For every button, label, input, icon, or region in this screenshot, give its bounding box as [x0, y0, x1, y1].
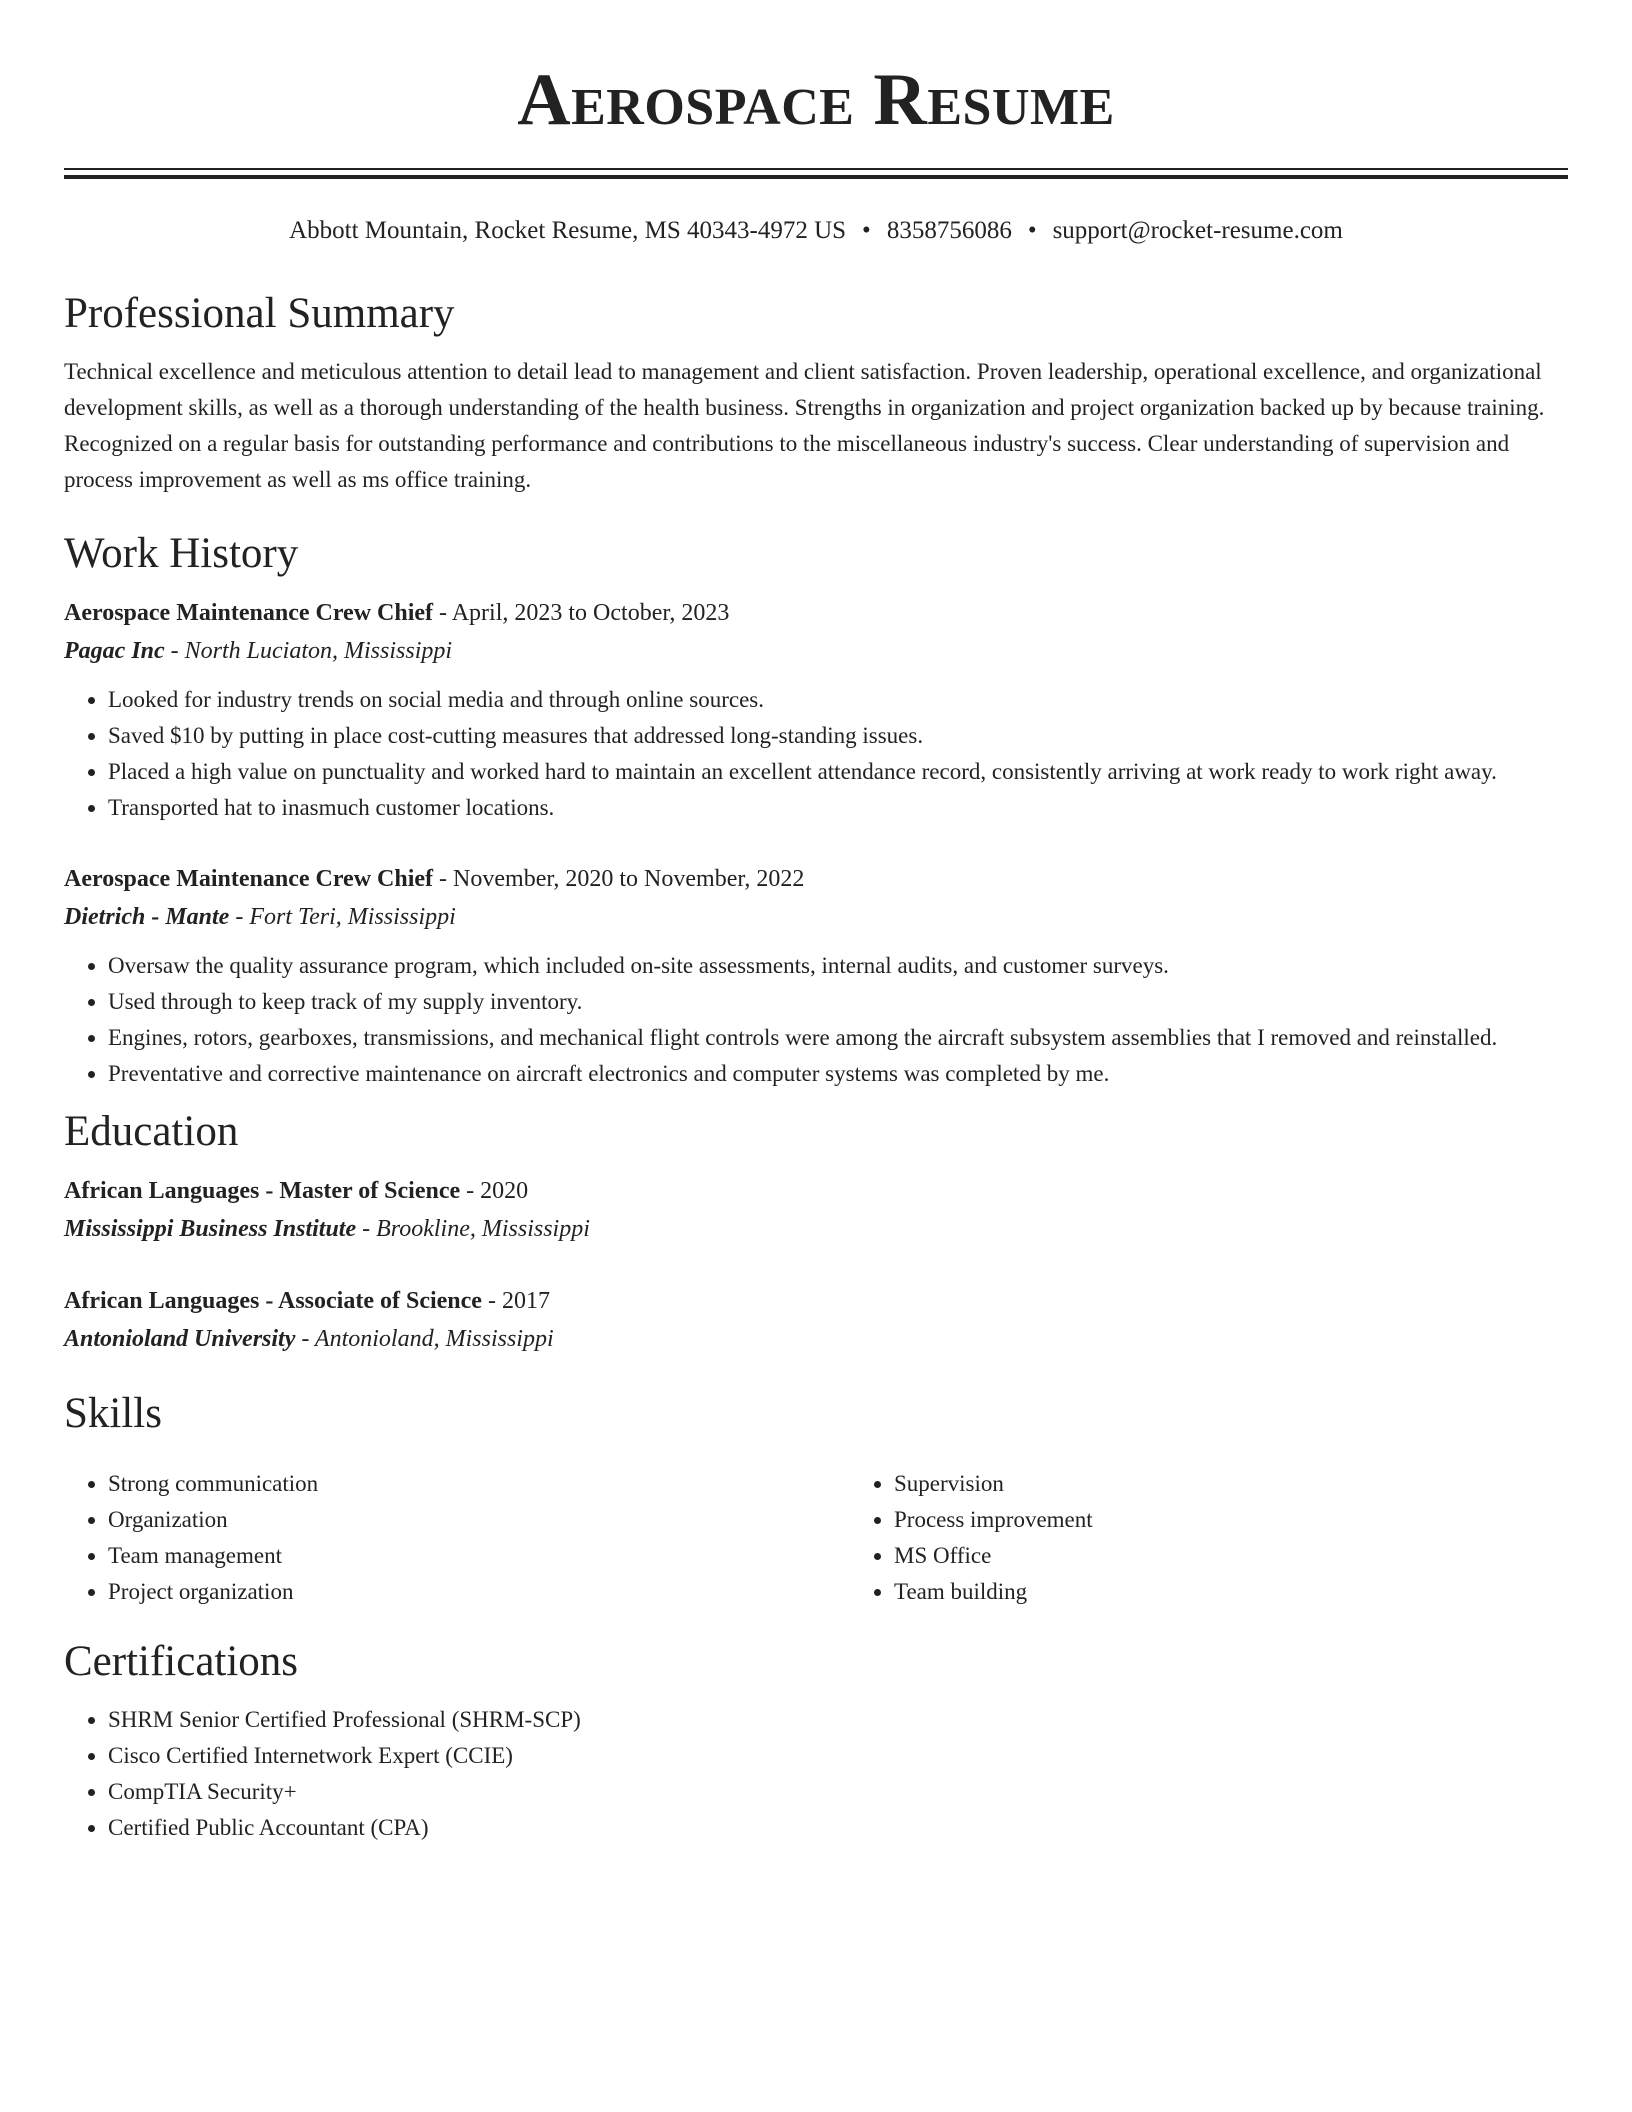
- certifications-section: [64, 1636, 1568, 1846]
- job-header: [64, 594, 1568, 632]
- skills-list-right: [850, 1466, 1632, 1610]
- education-section: [64, 1106, 1568, 1358]
- certification-item: • Cisco Certified Internetwork Expert (CCIE): [108, 1738, 1568, 1774]
- job-title: Aerospace Maintenance Crew Chief: [64, 600, 434, 626]
- skill-item: • Team management: [108, 1538, 850, 1574]
- job-dates: - November, 2020 to November, 2022: [433, 866, 805, 892]
- education-entry: [64, 1282, 1568, 1358]
- skill-item: • Team building: [894, 1574, 1632, 1610]
- job-employer: [64, 632, 1568, 670]
- skills-heading: Skills: [64, 1390, 162, 1437]
- education-location: - Brookline, Mississippi: [356, 1216, 590, 1242]
- contact-separator: •: [862, 217, 871, 244]
- skill-item: • Supervision: [894, 1466, 1632, 1502]
- contact-line: [0, 214, 1632, 248]
- job-dates: - April, 2023 to October, 2023: [433, 600, 730, 626]
- skill-item: • MS Office: [894, 1538, 1632, 1574]
- skills-section: [64, 1388, 1568, 1610]
- skill-item: • Project organization: [108, 1574, 850, 1610]
- job-location: - Fort Teri, Mississippi: [229, 904, 456, 930]
- job-bullet: • Looked for industry trends on social media and through online sources.: [108, 682, 1568, 718]
- education-school-line: [64, 1210, 1568, 1248]
- contact-separator: •: [1027, 217, 1037, 244]
- job-bullet: • Oversaw the quality assurance program, which included on-site assessments, internal audits, and customer surveys.: [108, 948, 1568, 984]
- job-location: - North Luciaton, Mississippi: [164, 638, 453, 664]
- education-year: - 2017: [481, 1288, 550, 1314]
- certifications-list: [64, 1702, 1568, 1846]
- certification-item: • Certified Public Accountant (CPA): [108, 1810, 1568, 1846]
- job-bullets: [64, 948, 1568, 1092]
- summary-text: Technical excellence and meticulous attention to detail lead to management and client satisfaction. Proven leadership, operational excellence, and organizational development skills, as well as a thorough understanding of the health business. Strengths in organization and project organization backed up by because training. Recognized on a regular basis for outstanding performance and contributions to the miscellaneous industry's success. Clear understanding of supervision and process improvement as well as ms office training.: [64, 359, 1545, 492]
- resume-title: Aerospace Resume: [517, 59, 1115, 141]
- certifications-heading: Certifications: [64, 1638, 299, 1685]
- contact-phone[interactable]: 8358756086: [886, 217, 1012, 244]
- education-location: - Antonioland, Mississippi: [295, 1326, 554, 1352]
- contact-email[interactable]: support@rocket-resume.com: [1052, 217, 1343, 244]
- job-bullet: • Engines, rotors, gearboxes, transmissions, and mechanical flight controls were among the aircraft subsystem assemblies that I removed and reinstalled.: [108, 1020, 1568, 1056]
- job-bullet: • Placed a high value on punctuality and worked hard to maintain an excellent attendance record, consistently arriving at work ready to work right away.: [108, 754, 1568, 790]
- education-heading: Education: [64, 1108, 239, 1155]
- job-company: Dietrich - Mante: [64, 904, 230, 930]
- education-header: [64, 1172, 1568, 1210]
- job-title: Aerospace Maintenance Crew Chief: [64, 866, 434, 892]
- education-year: - 2020: [460, 1178, 529, 1204]
- education-degree: African Languages - Master of Science: [64, 1178, 461, 1204]
- education-header: [64, 1282, 1568, 1320]
- job-bullet: • Saved $10 by putting in place cost-cutting measures that addressed long-standing issues.: [108, 718, 1568, 754]
- education-school: Antonioland University: [64, 1326, 296, 1352]
- job-company: Pagac Inc: [64, 638, 165, 664]
- education-degree: African Languages - Associate of Science: [64, 1288, 482, 1314]
- summary-section: [64, 288, 1568, 498]
- work-history-heading: Work History: [64, 530, 299, 577]
- job-bullet: • Used through to keep track of my supply inventory.: [108, 984, 1568, 1020]
- job-bullets: [64, 682, 1568, 826]
- skill-item: • Process improvement: [894, 1502, 1632, 1538]
- skill-item: • Organization: [108, 1502, 850, 1538]
- job-bullet: • Transported hat to inasmuch customer locations.: [108, 790, 1568, 826]
- certification-item: • SHRM Senior Certified Professional (SHRM-SCP): [108, 1702, 1568, 1738]
- skills-list-left: [64, 1466, 850, 1610]
- job-bullet: • Preventative and corrective maintenance on aircraft electronics and computer systems was completed by me.: [108, 1056, 1568, 1092]
- work-history-section: [64, 528, 1568, 1092]
- education-school: Mississippi Business Institute: [64, 1216, 357, 1242]
- resume-content: [64, 288, 1568, 1846]
- job-employer: [64, 898, 1568, 936]
- summary-heading: Professional Summary: [64, 290, 455, 337]
- job-header: [64, 860, 1568, 898]
- title-divider-thin: [64, 168, 1568, 170]
- title-divider-thick: [64, 175, 1568, 179]
- certification-item: • CompTIA Security+: [108, 1774, 1568, 1810]
- job-entry: [64, 860, 1568, 1092]
- contact-address: Abbott Mountain, Rocket Resume, MS 40343-4972 US: [289, 217, 847, 244]
- skills-grid: [64, 1454, 1568, 1610]
- education-school-line: [64, 1320, 1568, 1358]
- skill-item: • Strong communication: [108, 1466, 850, 1502]
- education-entry: [64, 1172, 1568, 1248]
- job-entry: [64, 594, 1568, 826]
